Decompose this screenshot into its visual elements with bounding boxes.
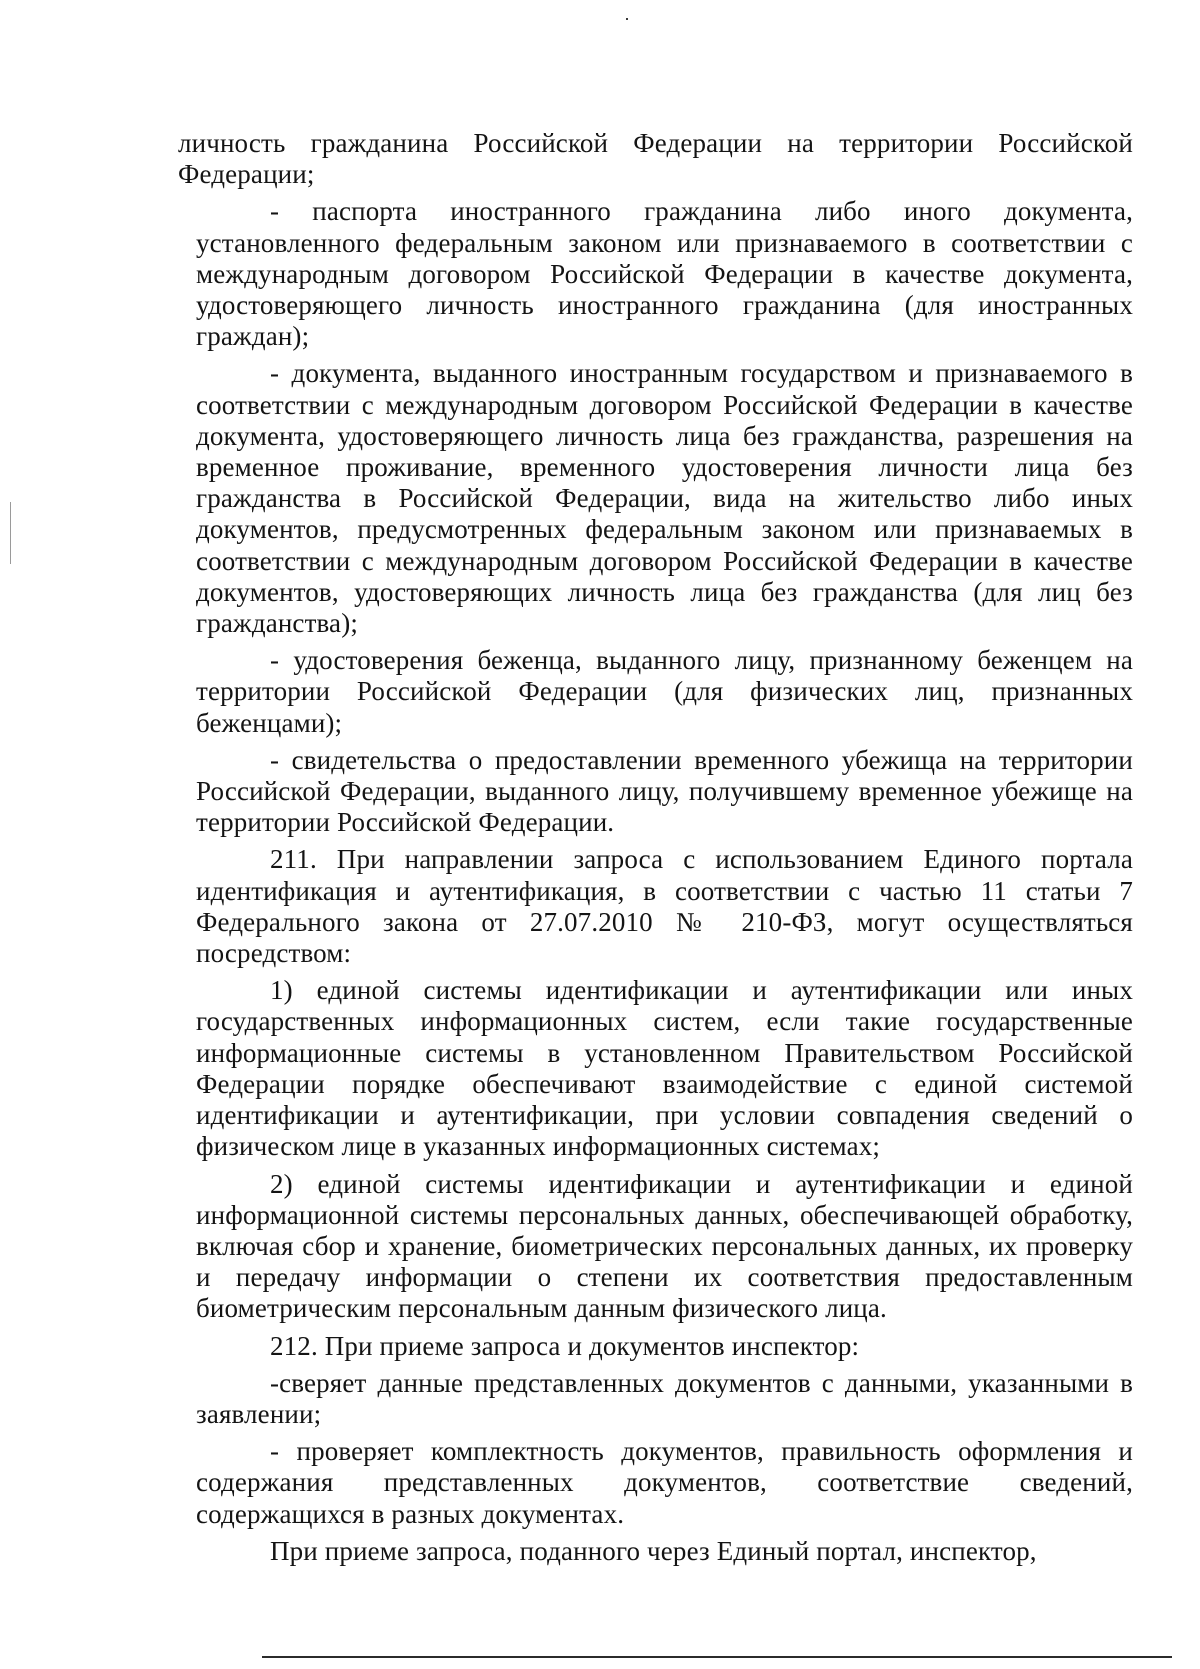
paragraph-211-item-1: 1) единой системы идентификации и аутентификации или иных государственных информационных систем, если такие государственные информационные системы в установленном Правительством Российской Федерации порядке обеспечивают взаимодействие с единой системой идентификации и аутентификации, при условии совпадения сведений о физическом лице в указанных информационных системах; [196,975,1133,1162]
paragraph-211: 211. При направлении запроса с использованием Единого портала идентификация и аутентификация, в соответствии с частью 11 статьи 7 Федерального закона от 27.07.2010 № 210-ФЗ, могут осуществляться посредством: [196,844,1133,969]
paragraph-212: 212. При приеме запроса и документов инспектор: [270,1330,860,1361]
paragraph-refugee-certificate: - удостоверения беженца, выданного лицу, признанному беженцем на территории Российской Федерации (для физических лиц, признанных беженцами); [196,645,1133,738]
paragraph-212-verify: -сверяет данные представленных документов с данными, указанными в заявлении; [196,1367,1133,1429]
paragraph-passport-foreign: - паспорта иностранного гражданина либо иного документа, установленного федеральным законом или признаваемого в соответствии с международным договором Российской Федерации в качестве документа, удостоверяющего личность иностранного гражданина (для иностранных граждан); [196,196,1133,352]
paragraph-212-check: - проверяет комплектность документов, правильность оформления и содержания представленных документов, соответствие сведений, содержащихся в разных документах. [196,1436,1133,1529]
paragraph-continuation: личность гражданина Российской Федерации на территории Российской Федерации; [178,128,1133,190]
paragraph-temporary-asylum: - свидетельства о предоставлении временного убежища на территории Российской Федерации, выданного лицу, получившему временное убежище на территории Российской Федерации. [196,744,1133,838]
scan-edge-mark [10,502,11,564]
scan-bottom-line [262,1656,1172,1658]
document-body [178,128,1133,1567]
scan-speck [626,18,628,20]
paragraph-stateless-document: - документа, выданного иностранным государством и признаваемого в соответствии с международным договором Российской Федерации в качестве документа, удостоверяющего личность лица без гражданства, разрешения на временное проживание, временного удостоверения личности лица без гражданства в Российской Федерации, вида на жительство либо иных документов, предусмотренных федеральным законом или признаваемых в соответствии с международным договором Российской Федерации в качестве документов, удостоверяющих личность лица без гражданства (для лиц без гражданства); [196,358,1133,639]
paragraph-211-item-2: 2) единой системы идентификации и аутентификации и единой информационной системы персональных данных, обеспечивающей обработку, включая сбор и хранение, биометрических персональных данных, их проверку и передачу информации о степени их соответствия предоставленным биометрическим персональным данным физического лица. [196,1168,1133,1324]
paragraph-portal-request: При приеме запроса, поданного через Единый портал, инспектор, [270,1535,1037,1566]
